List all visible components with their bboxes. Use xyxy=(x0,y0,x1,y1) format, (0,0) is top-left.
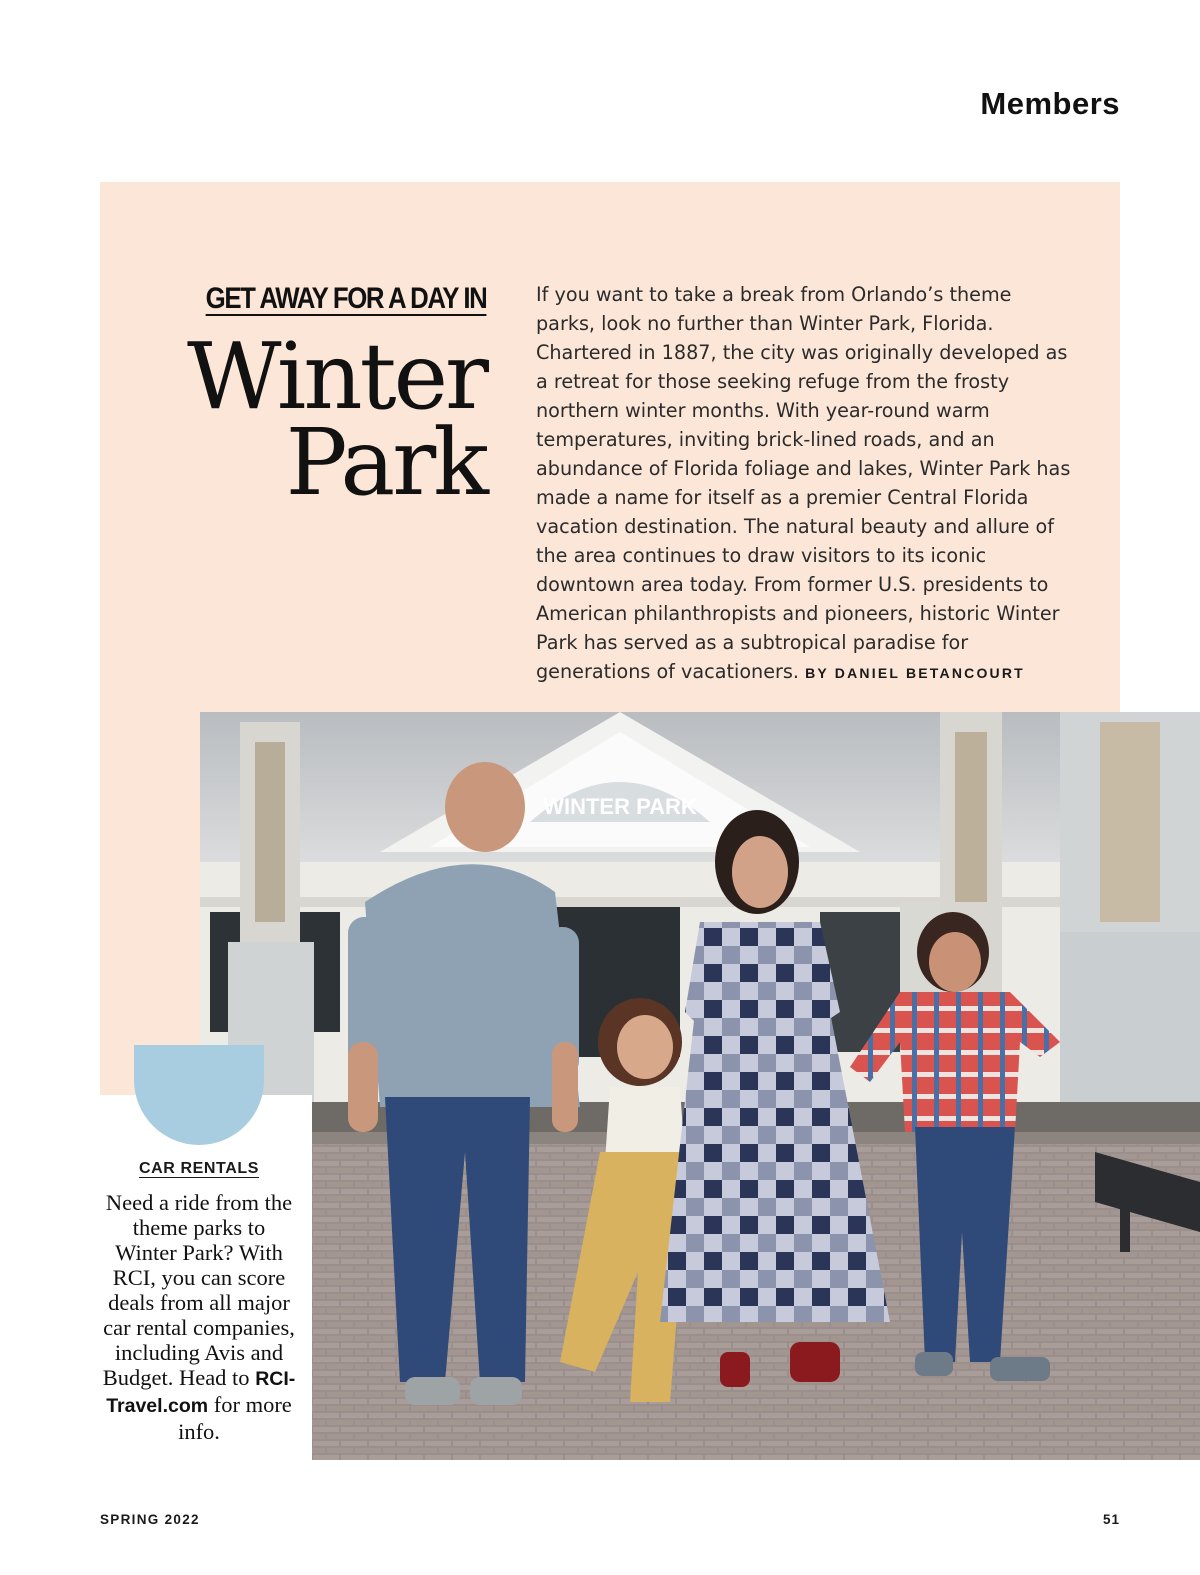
article-headline xyxy=(150,323,486,516)
intro-text: If you want to take a break from Orlando’s theme parks, look no further than Winter Park, Florida. Chartered in 1887, the city was originally developed as a retreat for those seeking refuge from the frosty northern winter months. With year-round warm temperatures, inviting brick-lined roads, and an abundance of Florida foliage and lakes, Winter Park has made a name for itself as a premier Central Florida vacation destination. The natural beauty and allure of the area continues to draw visitors to its iconic downtown area today. From former U.S. presidents to American philanthropists and pioneers, historic Winter Park has served as a subtropical paradise for generations of vacationers. xyxy=(536,283,1071,683)
article-intro xyxy=(536,280,1076,688)
page-number: 51 xyxy=(1102,1512,1120,1527)
rci-travel-link[interactable]: RCI-Travel.com xyxy=(106,1368,296,1417)
headline-line-1: Winter xyxy=(186,323,486,430)
byline: BY DANIEL BETANCOURT xyxy=(805,665,1025,681)
family-photo xyxy=(200,712,1200,1460)
station-sign: WINTER PARK xyxy=(543,794,697,819)
sidebar-body xyxy=(100,1190,298,1444)
sidebar-title: CAR RENTALS xyxy=(138,1160,260,1177)
article-kicker: GET AWAY FOR A DAY IN xyxy=(205,282,487,315)
headline-line-2: Park xyxy=(285,409,486,516)
section-label: Members xyxy=(980,86,1120,121)
sidebar-text: Need a ride from the theme parks to Winter Park? With RCI, you can score deals from all major car rental companies, including Avis and Budget. Head to xyxy=(102,1190,295,1390)
sidebar-text-end: for more info. xyxy=(178,1392,292,1444)
issue-label: SPRING 2022 xyxy=(100,1512,200,1527)
